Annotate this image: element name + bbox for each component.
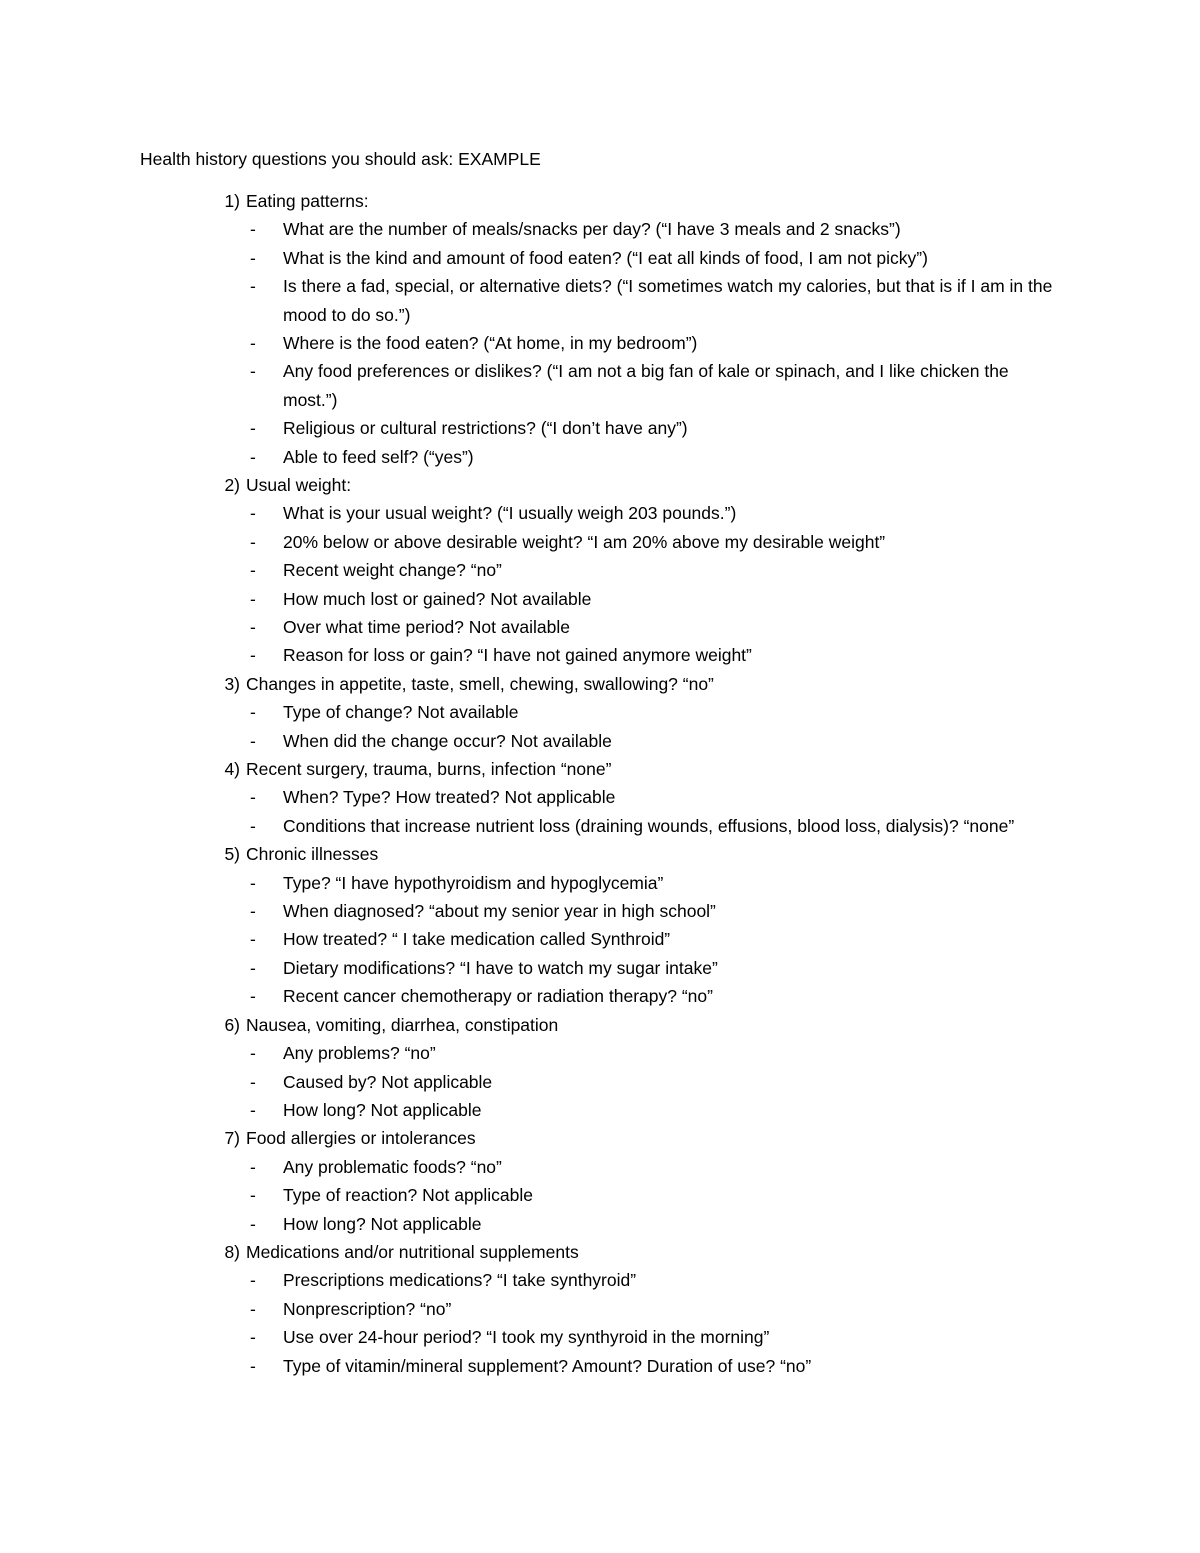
dash-bullet: - — [250, 1099, 256, 1120]
question-text: Is there a fad, special, or alternative diets? (“I sometimes watch my calories, but that is if I am in the mood to do so.”) — [283, 276, 1053, 325]
question-item — [0, 1210, 1063, 1238]
document-title: Health history questions you should ask: EXAMPLE — [140, 149, 541, 169]
section-heading — [0, 670, 1200, 698]
section-title: Changes in appetite, taste, smell, chewing, swallowing? “no” — [246, 673, 714, 694]
question-item — [0, 727, 1063, 755]
section-heading — [0, 471, 1200, 499]
question-item — [0, 244, 1063, 272]
question-item — [0, 1295, 1063, 1323]
question-text: Nonprescription? “no” — [283, 1298, 452, 1319]
question-item — [0, 1096, 1063, 1124]
question-text: What are the number of meals/snacks per day? (“I have 3 meals and 2 snacks”) — [283, 219, 901, 240]
dash-bullet: - — [250, 1327, 256, 1348]
question-text: Where is the food eaten? (“At home, in my bedroom”) — [283, 333, 698, 354]
dash-bullet: - — [250, 531, 256, 552]
dash-bullet: - — [250, 1270, 256, 1291]
section-heading — [0, 1124, 1200, 1152]
dash-bullet: - — [250, 1185, 256, 1206]
dash-bullet: - — [250, 1355, 256, 1376]
question-item — [0, 585, 1063, 613]
question-text: Type of change? Not available — [283, 702, 519, 723]
dash-bullet: - — [250, 815, 256, 836]
section-heading — [0, 840, 1200, 868]
dash-bullet: - — [250, 446, 256, 467]
question-item — [0, 982, 1063, 1010]
dash-bullet: - — [250, 957, 256, 978]
dash-bullet: - — [250, 361, 256, 382]
dash-bullet: - — [250, 787, 256, 808]
dash-bullet: - — [250, 702, 256, 723]
section-title: Usual weight: — [246, 475, 352, 496]
section-title: Chronic illnesses — [246, 844, 379, 865]
question-item — [0, 812, 1063, 840]
question-text: Use over 24-hour period? “I took my synthyroid in the morning” — [283, 1327, 770, 1348]
section-number: 7) — [224, 1128, 240, 1149]
dash-bullet: - — [250, 872, 256, 893]
question-text: How treated? “ I take medication called Synthroid” — [283, 929, 671, 950]
question-item — [0, 869, 1063, 897]
section-number: 1) — [224, 191, 240, 211]
dash-bullet: - — [250, 276, 256, 297]
dash-bullet: - — [250, 730, 256, 751]
question-text: Conditions that increase nutrient loss (draining wounds, effusions, blood loss, dialysis)? “none” — [283, 815, 1015, 836]
question-item — [0, 499, 1063, 527]
question-text: Religious or cultural restrictions? (“I don’t have any”) — [283, 418, 688, 439]
question-text: Over what time period? Not available — [283, 617, 570, 638]
section-heading — [0, 1238, 1200, 1266]
dash-bullet: - — [250, 1298, 256, 1319]
section-number: 4) — [224, 759, 240, 780]
question-text: 20% below or above desirable weight? “I am 20% above my desirable weight” — [283, 531, 886, 552]
question-text: Recent cancer chemotherapy or radiation therapy? “no” — [283, 986, 713, 1007]
dash-bullet: - — [250, 986, 256, 1007]
question-item — [0, 954, 1063, 982]
dash-bullet: - — [250, 901, 256, 922]
question-item — [0, 357, 1063, 414]
question-text: Type? “I have hypothyroidism and hypoglycemia” — [283, 872, 664, 893]
section-heading — [0, 755, 1200, 783]
section-number: 3) — [224, 673, 240, 694]
dash-bullet: - — [250, 645, 256, 666]
section-title: Nausea, vomiting, diarrhea, constipation — [246, 1014, 559, 1035]
dash-bullet: - — [250, 247, 256, 268]
question-text: What is your usual weight? (“I usually weigh 203 pounds.”) — [283, 503, 737, 524]
section-heading — [0, 1011, 1200, 1039]
question-text: Any problems? “no” — [283, 1043, 436, 1064]
dash-bullet: - — [250, 219, 256, 240]
question-item — [0, 783, 1063, 811]
question-text: How much lost or gained? Not available — [283, 588, 592, 609]
question-text: When? Type? How treated? Not applicable — [283, 787, 616, 808]
section-number: 8) — [224, 1241, 240, 1262]
question-text: Caused by? Not applicable — [283, 1071, 493, 1092]
question-item — [0, 1153, 1063, 1181]
question-item — [0, 443, 1063, 471]
question-item — [0, 1266, 1063, 1294]
question-text: What is the kind and amount of food eaten? (“I eat all kinds of food, I am not picky”) — [283, 247, 928, 268]
question-item — [0, 641, 1063, 669]
question-item — [0, 1068, 1063, 1096]
question-text: Recent weight change? “no” — [283, 560, 502, 581]
question-item — [0, 414, 1063, 442]
dash-bullet: - — [250, 560, 256, 581]
question-text: How long? Not applicable — [283, 1099, 482, 1120]
dash-bullet: - — [250, 333, 256, 354]
question-item — [0, 698, 1063, 726]
section-title: Medications and/or nutritional supplements — [246, 1241, 579, 1262]
question-text: How long? Not applicable — [283, 1213, 482, 1234]
dash-bullet: - — [250, 1156, 256, 1177]
section-number: 2) — [224, 475, 240, 496]
section-number: 5) — [224, 844, 240, 865]
dash-bullet: - — [250, 1071, 256, 1092]
dash-bullet: - — [250, 617, 256, 638]
dash-bullet: - — [250, 1043, 256, 1064]
question-text: Any food preferences or dislikes? (“I am not a big fan of kale or spinach, and I like chicken the most.”) — [283, 361, 1009, 410]
question-item — [0, 925, 1063, 953]
dash-bullet: - — [250, 503, 256, 524]
question-text: When diagnosed? “about my senior year in high school” — [283, 901, 716, 922]
question-text: Type of reaction? Not applicable — [283, 1185, 534, 1206]
question-item — [0, 215, 1063, 243]
question-text: Type of vitamin/mineral supplement? Amount? Duration of use? “no” — [283, 1355, 812, 1376]
dash-bullet: - — [250, 1213, 256, 1234]
section-heading — [0, 187, 1200, 215]
question-item — [0, 1323, 1063, 1351]
question-text: Dietary modifications? “I have to watch my sugar intake” — [283, 957, 718, 978]
section-title: Recent surgery, trauma, burns, infection “none” — [246, 759, 612, 780]
question-item — [0, 1039, 1063, 1067]
question-text: Reason for loss or gain? “I have not gained anymore weight” — [283, 645, 752, 666]
question-text: When did the change occur? Not available — [283, 730, 612, 751]
dash-bullet: - — [250, 588, 256, 609]
question-item — [0, 556, 1063, 584]
question-item — [0, 897, 1063, 925]
question-text: Able to feed self? (“yes”) — [283, 446, 474, 467]
question-item — [0, 1181, 1063, 1209]
question-text: Any problematic foods? “no” — [283, 1156, 502, 1177]
question-sections — [0, 187, 1200, 1380]
question-item — [0, 272, 1063, 329]
question-text: Prescriptions medications? “I take synthyroid” — [283, 1270, 637, 1291]
question-item — [0, 528, 1063, 556]
section-title: Food allergies or intolerances — [246, 1128, 476, 1149]
dash-bullet: - — [250, 418, 256, 439]
question-item — [0, 329, 1063, 357]
question-item — [0, 1352, 1063, 1380]
dash-bullet: - — [250, 929, 256, 950]
section-title: Eating patterns: — [246, 191, 369, 211]
section-number: 6) — [224, 1014, 240, 1035]
question-item — [0, 613, 1063, 641]
